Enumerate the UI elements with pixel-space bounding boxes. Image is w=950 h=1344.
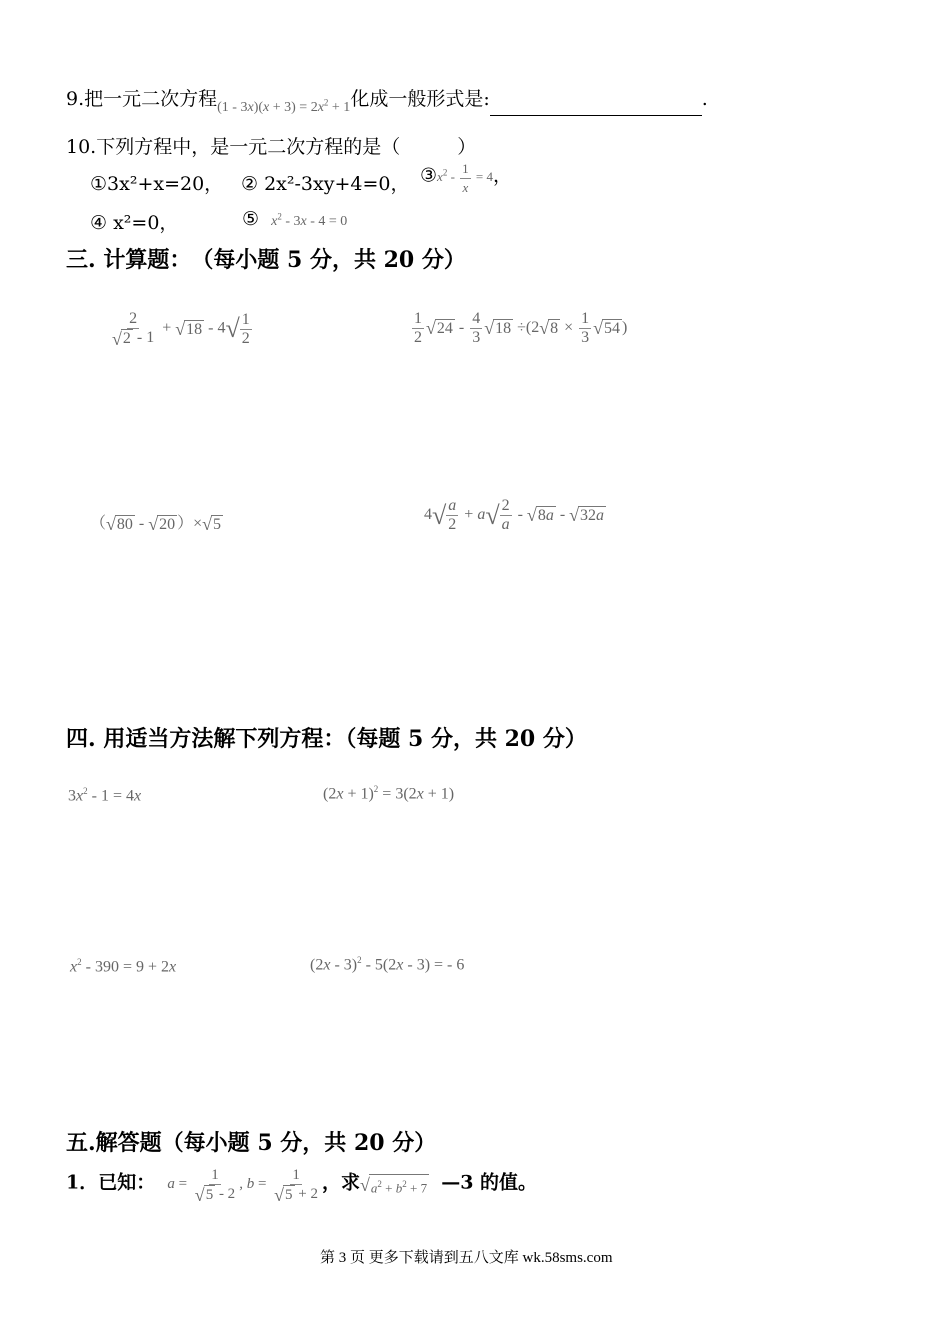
equation-4: (2x - 3)$^2$ - 5(2x - 3) = - 6 [310,955,465,974]
answer-blank[interactable] [490,95,702,116]
question-9: 9.把一元二次方程$_{(1 - 3x)(x + 3) = 2x^2 + 1}$化成一般形式是: . [66,88,708,115]
calc-expression-3: （√80 - √20 ）×√5 [90,513,222,534]
section-4-title: 四. 用适当方法解下列方程：（每题 5 分，共 20 分） [66,726,587,752]
question-10: 10.下列方程中，是一元二次方程的是（ ） [66,136,477,158]
q10-option-3: $③x^2$ - $\frac{1}{x}$ = 4， [420,161,513,195]
equation-2: $(2x + 1)^2 = 3(2x + 1)$ [323,784,455,803]
q10-option-1: ①3x²+x=20， [90,173,224,195]
calc-expression-4: 4√ $\frac{a}{2}$ + a√ $\frac{2}{a}$ - √8a - √32a [424,497,605,533]
q10-option-4: ④ x²=0， [90,212,179,234]
q9-text-2: 化成一般形式是: [350,88,490,110]
q10-option-5: ⑤ $x^2 - 3x - 4 = 0$ [242,208,348,230]
equation-1: $3x^2 - 1 = 4x$ [68,786,142,805]
section-5-title: 五.解答题（每小题 5 分，共 20 分） [66,1130,437,1156]
section-5-question-1: 1．已知： a = $\frac{1}{√5 - 2}$ , b = $\frac{1}{√5 + 2}$ ，求$√a^2 + b^2 + 7$ —3 的值。 [66,1167,538,1205]
calc-expression-1: $\frac{2}{√2 - 1}$ + √18 - 4√ $\frac{1}{2}$ [112,310,250,349]
section-3-title: 三. 计算题： （每小题 5 分，共 20 分） [66,247,466,273]
q10-option-2: ② 2x²-3xy+4=0， [241,173,410,195]
page-footer: 第 3 页 更多下载请到五八文库 wk.58sms.com [320,1250,613,1266]
calc-expression-2: $\frac{1}{2}$ √24 - $\frac{4}{3}$ √18 ÷(2√8 × $\frac{1}{3}$ √54 ) [414,310,628,346]
equation-3: $x^2 - 390 = 9 + 2x$ [70,957,177,976]
q9-equation: (1 - 3x)(x + 3) = 2x2 + 1 [217,97,351,115]
q9-text: 9.把一元二次方程 [66,88,218,110]
